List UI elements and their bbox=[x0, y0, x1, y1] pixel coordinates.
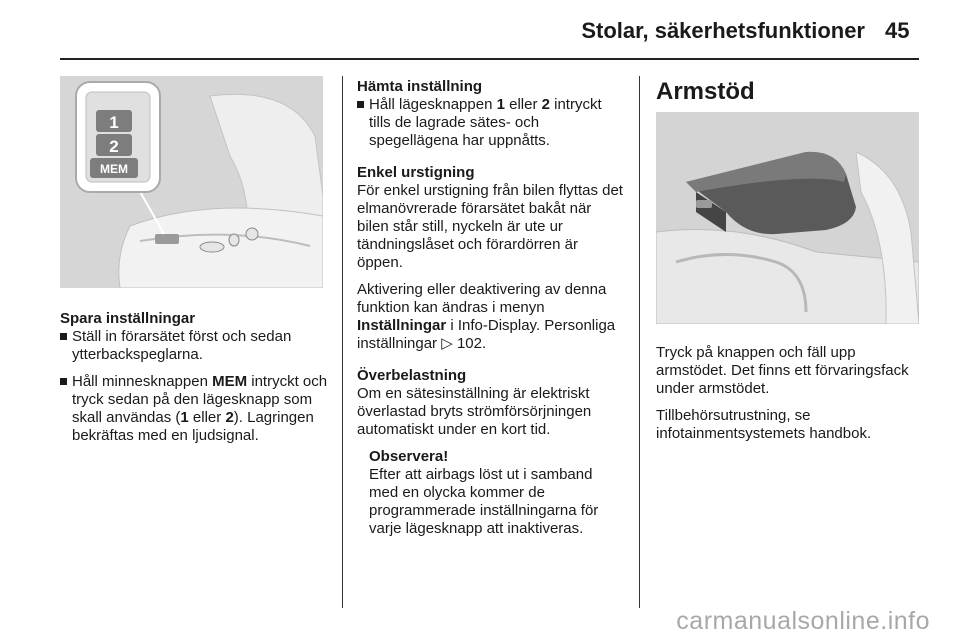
heading-recall-settings: Hämta inställning bbox=[357, 78, 483, 95]
column-3-text bbox=[656, 344, 924, 452]
bullet-save-2: Håll minnesknappen MEM intryckt och tryck sedan på den lägesknapp som skall användas (1 eller 2). Lagringen bekräftas med en ljudsignal. bbox=[60, 373, 328, 445]
seat-memory-figure bbox=[60, 76, 323, 288]
page-header-title: Stolar, säkerhetsfunktioner bbox=[581, 18, 865, 43]
page-reference-icon: ▷ bbox=[441, 335, 453, 352]
easy-exit-paragraph: För enkel urstigning från bilen flyttas det elmanövrerade förarsätet bakåt när bilen står still, nyckeln är ute ur tändningslåset och förardörren är öppen. bbox=[357, 182, 623, 271]
note-paragraph: Efter att airbags löst ut i samband med en olycka kommer de programmerade inställningarna för varje lägesknapp att inaktiveras. bbox=[369, 466, 599, 537]
accessory-paragraph: Tillbehörsutrustning, se infotainmentsystemets handbok. bbox=[656, 407, 872, 442]
settings-menu-paragraph: Aktivering eller deaktivering av denna funktion kan ändras i menyn Inställningar i Info-Display. Personliga inställningar ▷ 102. bbox=[357, 281, 616, 352]
heading-easy-exit: Enkel urstigning bbox=[357, 164, 475, 181]
note-heading: Observera! bbox=[369, 448, 449, 465]
heading-overload: Överbelastning bbox=[357, 367, 467, 384]
armrest-paragraph: Tryck på knappen och fäll upp armstödet. Det finns ett förvaringsfack under armstödet. bbox=[656, 344, 909, 397]
memory-button-2-label: 2 bbox=[109, 137, 119, 156]
bullet-square bbox=[60, 378, 67, 385]
bullet-square bbox=[60, 333, 67, 340]
heading-save-settings: Spara inställningar bbox=[60, 310, 196, 327]
bullet-square bbox=[357, 101, 364, 108]
armrest-figure bbox=[656, 112, 919, 324]
watermark-text: carmanualsonline.info bbox=[676, 607, 930, 635]
column-1-text bbox=[60, 310, 328, 454]
bullet-save-1: Ställ in förarsätet först och sedan ytterbackspeglarna. bbox=[60, 328, 328, 364]
column-divider-2 bbox=[639, 76, 640, 608]
column-2-text bbox=[357, 78, 625, 547]
overload-paragraph: Om en sätesinställning är elektriskt överlastad bryts strömförsörjningen automatiskt under en kort tid. bbox=[357, 385, 592, 438]
bullet-recall-1: Håll lägesknappen 1 eller 2 intryckt tills de lagrade sätes- och spegellägena har uppnåtts. bbox=[357, 96, 625, 150]
header-rule bbox=[60, 58, 919, 60]
column-divider-1 bbox=[342, 76, 343, 608]
note-block bbox=[357, 448, 625, 538]
memory-button-1-label: 1 bbox=[109, 113, 119, 132]
section-title-armrest: Armstöd bbox=[656, 78, 755, 105]
mem-button-label: MEM bbox=[100, 162, 128, 176]
page-number: 45 bbox=[885, 18, 910, 43]
